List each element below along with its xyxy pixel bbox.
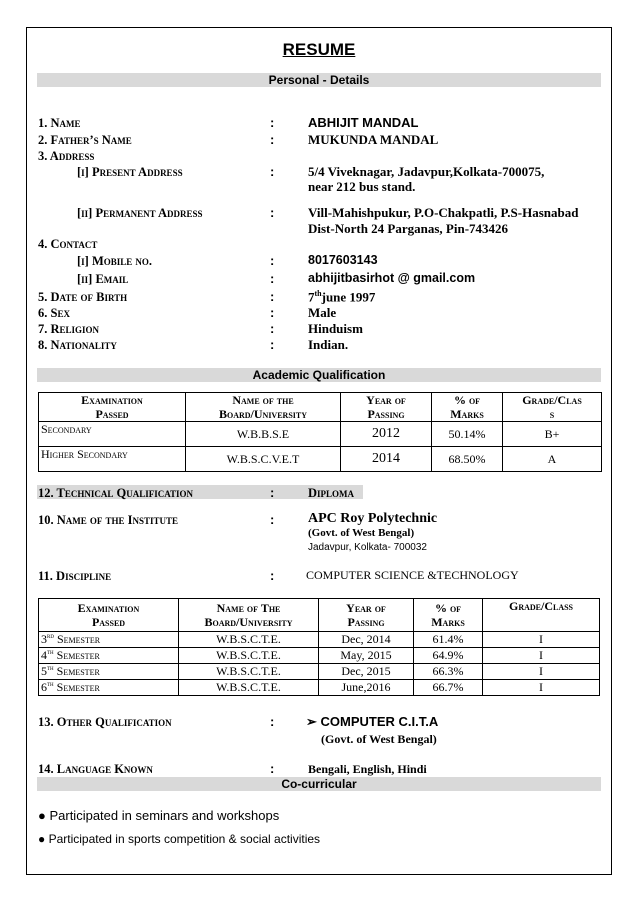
institute-govt: (Govt. of West Bengal) (308, 527, 415, 539)
colon: : (270, 205, 275, 220)
table-row (39, 447, 602, 472)
colon: : (270, 271, 275, 286)
other-qualification-govt: (Govt. of West Bengal) (321, 732, 437, 746)
discipline-label: 11. Discipline (38, 569, 112, 583)
nationality-label: 8. Nationality (38, 338, 117, 352)
colon: : (270, 761, 275, 776)
permanent-address-line-1: Vill-Mahishpukur, P.O-Chakpatli, P.S-Hasnabad (308, 205, 579, 220)
table-cell: 5th Semester (39, 664, 179, 680)
colon: : (270, 289, 275, 304)
activity-text: Participated in seminars and workshops (49, 808, 280, 823)
dob-label: 5. Date of Birth (38, 290, 128, 304)
colon: : (270, 164, 275, 179)
institute-name: APC Roy Polytechnic (308, 511, 438, 526)
table-header: % of Marks (432, 393, 503, 422)
table-cell: 2014 (341, 447, 432, 472)
table-cell: 68.50% (432, 447, 503, 472)
table-cell: I (483, 664, 600, 680)
dob-rest: june 1997 (321, 289, 376, 305)
table-header-row (39, 599, 600, 632)
colon: : (270, 512, 275, 527)
address-label: 3. Address (38, 149, 95, 163)
table-header: % of Marks (414, 599, 483, 632)
table-header: Examination Passed (39, 599, 179, 632)
section-cocurricular: Co-curricular (37, 777, 601, 791)
list-item: ● Participated in sports competition & social activities (38, 832, 321, 846)
colon: : (270, 568, 275, 583)
nationality-value: Indian. (308, 337, 349, 352)
colon: : (270, 132, 275, 147)
diploma-table (38, 598, 600, 696)
table-cell: W.B.S.C.V.E.T (186, 447, 341, 472)
dob-value (308, 289, 375, 305)
table-cell: 66.7% (414, 680, 483, 696)
table-cell: Secondary (39, 422, 186, 447)
sex-label: 6. Sex (38, 306, 70, 320)
colon: : (270, 253, 275, 268)
mobile-value: 8017603143 (308, 253, 378, 267)
academic-table (38, 392, 602, 472)
other-qualification-value (306, 714, 438, 730)
table-cell: Higher Secondary (39, 447, 186, 472)
arrow-bullet-icon: ➢ (306, 714, 317, 729)
table-cell: 4th Semester (39, 648, 179, 664)
colon: : (270, 305, 275, 320)
table-row (39, 664, 600, 680)
table-cell: 61.4% (414, 632, 483, 648)
discipline-value: COMPUTER SCIENCE &TECHNOLOGY (306, 568, 519, 582)
table-cell: 66.3% (414, 664, 483, 680)
present-address-line-2: near 212 bus stand. (308, 179, 416, 194)
colon: : (270, 115, 275, 130)
table-row (39, 680, 600, 696)
religion-value: Hinduism (308, 321, 363, 336)
table-cell: W.B.S.C.T.E. (179, 680, 319, 696)
section-academic-qualification: Academic Qualification (37, 368, 601, 382)
contact-label: 4. Contact (38, 237, 98, 251)
permanent-address-line-2: Dist-North 24 Parganas, Pin-743426 (308, 221, 509, 236)
table-header-row (39, 393, 602, 422)
table-header: Name of the Board/University (186, 393, 341, 422)
table-cell: A (503, 447, 602, 472)
table-row (39, 422, 602, 447)
activity-text: Participated in sports competition & social activities (48, 832, 321, 846)
table-row (39, 648, 600, 664)
father-label: 2. Father’s Name (38, 133, 132, 147)
table-cell: B+ (503, 422, 602, 447)
table-cell: 2012 (341, 422, 432, 447)
table-cell: W.B.B.S.E (186, 422, 341, 447)
institute-label: 10. Name of the Institute (38, 513, 179, 527)
table-cell: 64.9% (414, 648, 483, 664)
mobile-label: [i] Mobile no. (77, 254, 153, 268)
table-row (39, 632, 600, 648)
technical-value: Diploma (308, 486, 355, 500)
table-header: Grade/Clas s (503, 393, 602, 422)
list-item: ● Participated in seminars and workshops (38, 808, 280, 823)
dob-day: 7 (308, 289, 315, 305)
table-cell: I (483, 680, 600, 696)
table-cell: Dec, 2015 (319, 664, 414, 680)
table-cell: 50.14% (432, 422, 503, 447)
table-cell: May, 2015 (319, 648, 414, 664)
page-title: RESUME (282, 40, 356, 59)
sex-value: Male (308, 305, 337, 320)
religion-label: 7. Religion (38, 322, 100, 336)
table-header: Grade/Class (483, 599, 600, 632)
email-label: [ii] Email (77, 272, 129, 286)
colon: : (270, 321, 275, 336)
table-cell: I (483, 648, 600, 664)
table-cell: I (483, 632, 600, 648)
other-qualification-text: COMPUTER C.I.T.A (320, 714, 439, 729)
name-value: ABHIJIT MANDAL (308, 115, 419, 130)
table-cell: W.B.S.C.T.E. (179, 664, 319, 680)
colon: : (270, 337, 275, 352)
dob-suffix: th (314, 289, 322, 298)
table-header: Examination Passed (39, 393, 186, 422)
permanent-address-label: [ii] Permanent Address (77, 206, 203, 220)
table-cell: W.B.S.C.T.E. (179, 632, 319, 648)
present-address-label: [i] Present Address (77, 165, 183, 179)
name-label: 1. Name (38, 116, 81, 130)
email-value: abhijitbasirhot @ gmail.com (308, 271, 476, 285)
table-header: Year of Passing (341, 393, 432, 422)
table-header: Name of The Board/University (179, 599, 319, 632)
table-cell: 6th Semester (39, 680, 179, 696)
language-label: 14. Language Known (38, 762, 153, 776)
other-qualification-label: 13. Other Qualification (38, 715, 172, 729)
present-address-line-1: 5/4 Viveknagar, Jadavpur,Kolkata-700075, (308, 164, 545, 179)
colon: : (270, 485, 275, 500)
section-personal-details: Personal - Details (37, 73, 601, 87)
technical-label: 12. Technical Qualification (38, 486, 194, 500)
colon: : (270, 714, 275, 729)
table-cell: June,2016 (319, 680, 414, 696)
father-value: MUKUNDA MANDAL (308, 132, 439, 147)
table-cell: W.B.S.C.T.E. (179, 648, 319, 664)
language-value: Bengali, English, Hindi (308, 762, 427, 776)
institute-place: Jadavpur, Kolkata- 700032 (308, 542, 427, 553)
table-cell: 3rd Semester (39, 632, 179, 648)
table-cell: Dec, 2014 (319, 632, 414, 648)
table-header: Year of Passing (319, 599, 414, 632)
